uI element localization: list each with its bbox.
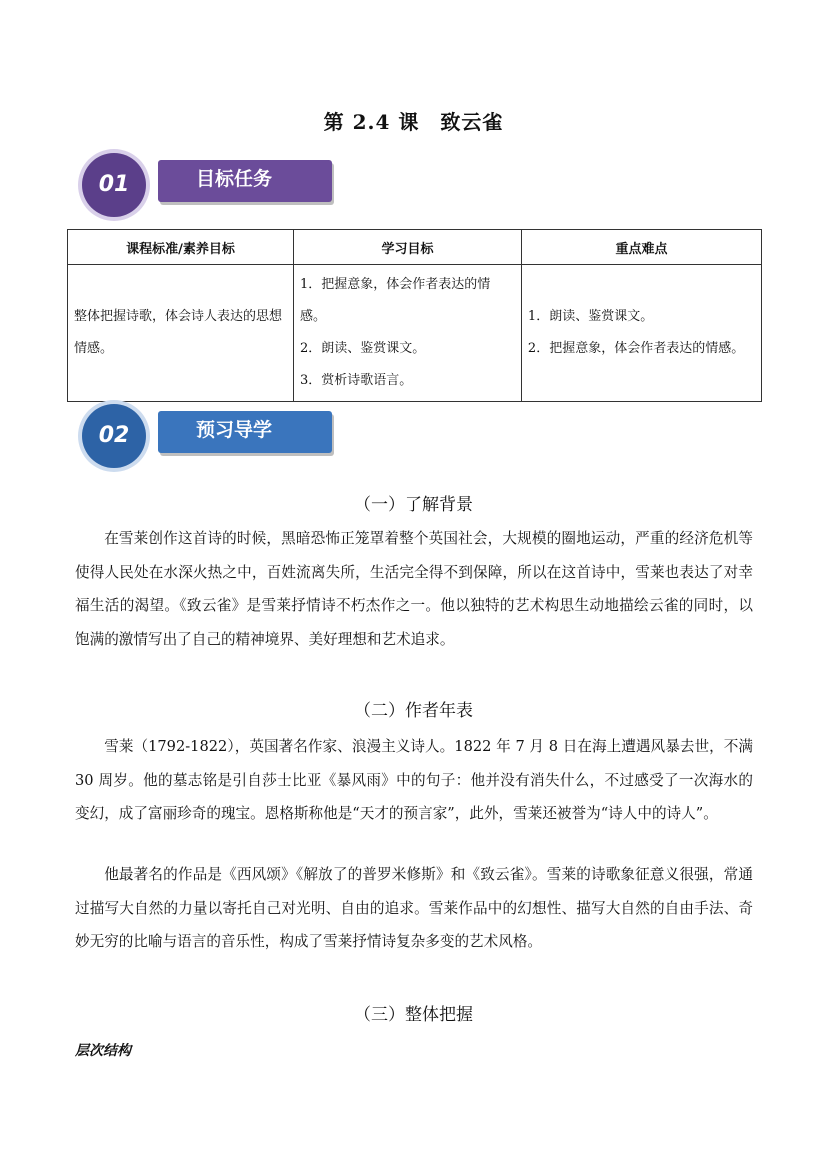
badge-number: 01	[98, 172, 130, 197]
badge-label-bar	[158, 160, 332, 202]
list-item: 3．赏析诗歌语言。	[300, 373, 413, 388]
structure-subheading: 层次结构	[75, 1043, 131, 1059]
key-points-cell	[521, 265, 761, 402]
list-item: 2．把握意象，体会作者表达的情感。	[527, 341, 745, 356]
badge-number: 02	[98, 423, 130, 448]
table-header: 重点难点	[521, 230, 761, 265]
badge-number-circle	[82, 153, 146, 217]
table-header: 课程标准/素养目标	[68, 230, 294, 265]
page-title: 第 2.4 课 致云雀	[323, 110, 504, 134]
list-item: 1．朗读、鉴赏课文。	[527, 309, 654, 324]
list-item: 1．把握意象，体会作者表达的情感。	[300, 277, 491, 324]
table-row	[68, 265, 762, 402]
badge-label-bar	[158, 411, 332, 453]
table-header: 学习目标	[294, 230, 522, 265]
goals-table	[67, 229, 762, 402]
badge-number-circle	[82, 404, 146, 468]
section-badge-goals	[82, 153, 342, 215]
author-paragraph: 雪莱（1792-1822），英国著名作家、浪漫主义诗人。1822 年 7 月 8 日在海上遭遇风暴去世，不满 30 周岁。他的墓志铭是引自莎士比亚《暴风雨》中的句子：他并没有消失什么，不过感受了一次海水的变幻，成了富丽珍奇的瑰宝。恩格斯称他是“天才的预言家”，此外，雪莱还被誉为“诗人中的诗人”。	[75, 738, 753, 822]
works-paragraph: 他最著名的作品是《西风颂》《解放了的普罗米修斯》和《致云雀》。雪莱的诗歌象征意义很强，常通过描写大自然的力量以寄托自己对光明、自由的追求。雪莱作品中的幻想性、描写大自然的自由手法、奇妙无穷的比喻与语言的音乐性，构成了雪莱抒情诗复杂多变的艺术风格。	[75, 866, 753, 950]
section-badge-preview	[82, 404, 342, 466]
badge-label: 目标任务	[196, 168, 273, 190]
section-title-background: （一）了解背景	[354, 495, 473, 515]
badge-label: 预习导学	[196, 419, 273, 441]
standard-cell	[68, 265, 294, 402]
table-header-row	[68, 230, 762, 265]
standard-text: 整体把握诗歌，体会诗人表达的思想情感。	[74, 309, 283, 356]
learning-goals-cell	[294, 265, 522, 402]
section-title-timeline: （二）作者年表	[354, 701, 473, 721]
list-item: 2．朗读、鉴赏课文。	[300, 341, 426, 356]
background-paragraph: 在雪莱创作这首诗的时候，黑暗恐怖正笼罩着整个英国社会，大规模的圈地运动，严重的经济危机等使得人民处在水深火热之中，百姓流离失所，生活完全得不到保障，所以在这首诗中，雪莱也表达了对幸福生活的渴望。《致云雀》是雪莱抒情诗不朽杰作之一。他以独特的艺术构思生动地描绘云雀的同时，以饱满的激情写出了自己的精神境界、美好理想和艺术追求。	[75, 530, 753, 648]
section-title-overview: （三）整体把握	[354, 1005, 473, 1025]
